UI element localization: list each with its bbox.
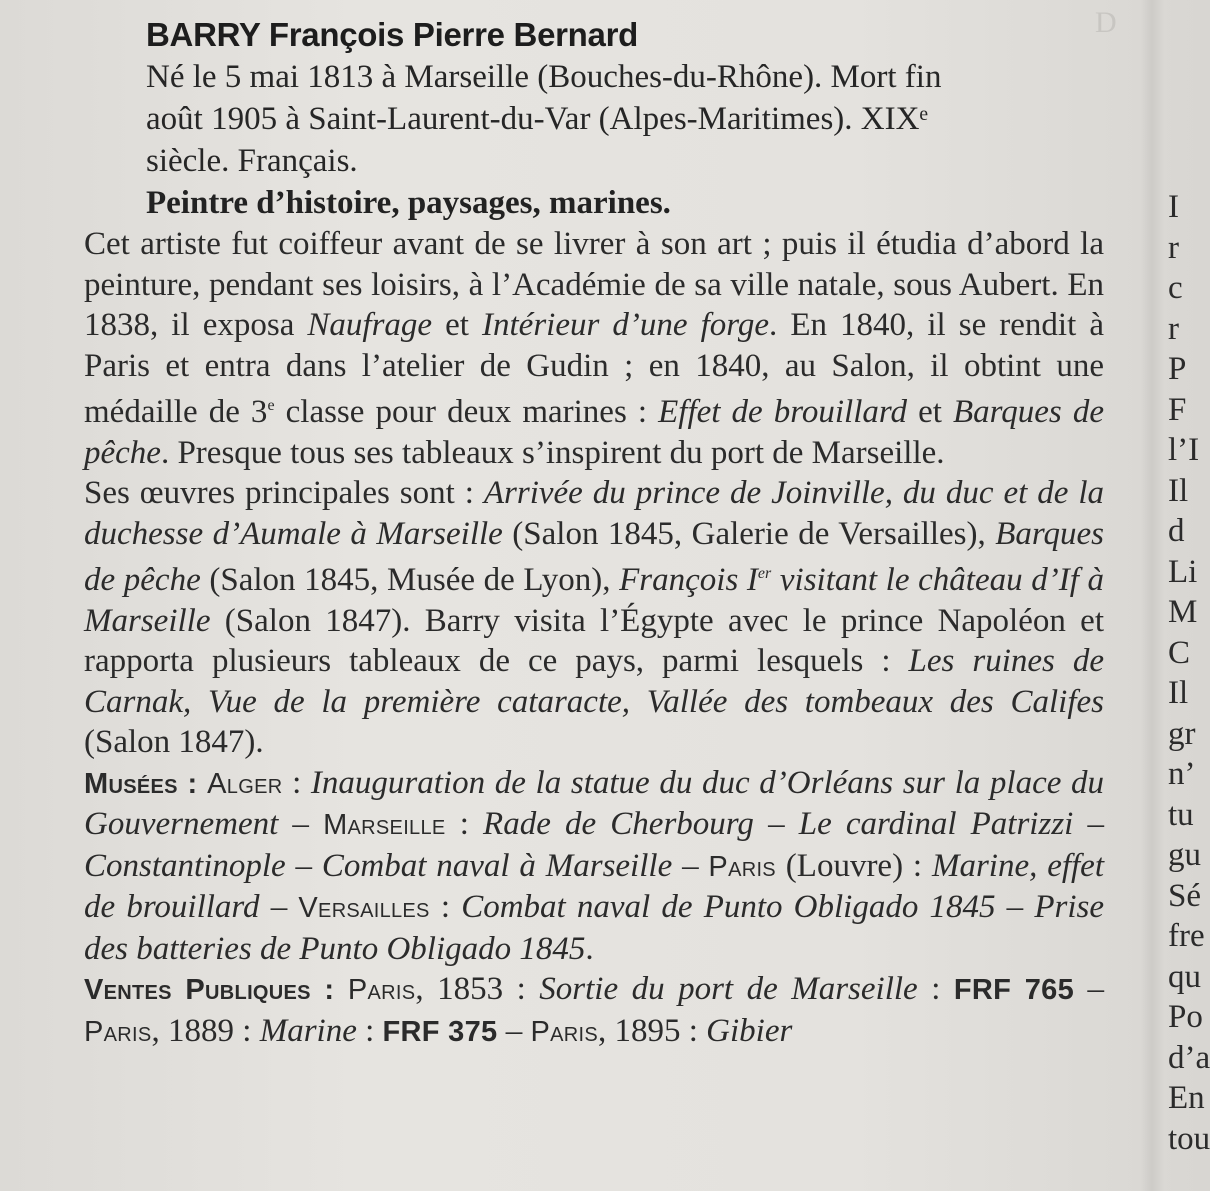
fragment: r — [1168, 229, 1179, 266]
work-title: Les ruines de Carnak, Vue de la première cataracte, Vallée des tombeaux des Califes — [84, 643, 1105, 720]
work-title: Effet de brouillard — [658, 394, 907, 430]
biography-paragraph: Cet artiste fut coiffeur avant de se livrer à son art ; puis il étudia d’abord la peinture, pendant ses loisirs, à l’Académie de sa ville natale, sous Aubert. En 1838, il exposa Naufrage et Intérieur d’une forge. En 1840, il se rendit à Paris et entra dans l’atelier de Gudin ; en 1840, au Salon, il obtint une médaille de 3e classe pour deux marines : Effet de brouillard et Barques de pêche. Presque tous ses tableaux s’inspirent du port de Marseille. — [84, 226, 1104, 471]
works-paragraph: Ses œuvres principales sont : Arrivée du prince de Joinville, du duc et de la duchesse d’Aumale à Marseille (Salon 1845, Galerie de Versailles), Barques de pêche (Salon 1845, Musée de Lyon), François Ier visitant le château d’If à Marseille (Salon 1847). Barry visita l’Égypte avec le prince Napoléon et rapporta plusieurs tableaux de ce pays, parmi lesquels : Les ruines de Carnak, Vue de la première cataracte, Vallée des tombeaux des Califes (Salon 1847). — [84, 475, 1105, 760]
fragment: P — [1168, 351, 1187, 387]
sale-price: FRF 375 — [382, 1015, 498, 1048]
bio-line: août 1905 à Saint-Laurent-du-Var (Alpes-Maritimes). XIXᵉ — [146, 101, 928, 137]
fragment: I — [1168, 189, 1179, 225]
fragment: En — [1168, 1080, 1205, 1116]
work-title: Intérieur d’une forge — [482, 307, 770, 343]
bio-line: Né le 5 mai 1813 à Marseille (Bouches-du-Rhône). Mort fin — [146, 59, 942, 95]
fragment: C — [1168, 634, 1191, 671]
fragment: gr — [1168, 715, 1196, 752]
fragment: Il — [1168, 675, 1189, 711]
sale-price: FRF 765 — [953, 974, 1075, 1006]
fragment: Li — [1168, 553, 1198, 590]
work-title: Arrivée du prince de Joinville, du duc et de la duchesse d’Aumale à Marseille — [84, 475, 1104, 552]
fragment: gu — [1168, 837, 1201, 873]
work-title: Naufrage — [307, 307, 433, 343]
fragment: d — [1168, 513, 1185, 549]
work-title: Barques de pêche — [84, 394, 1104, 471]
public-sales-section: Ventes Publiques : Paris, 1853 : Sortie du port de Marseille : FRF 765 – Paris, 1889 : Marine : FRF 375 – Paris, 1895 : Gibier — [84, 971, 1105, 1049]
fragment: tu — [1168, 796, 1194, 833]
sales-label: Ventes Publiques : — [84, 974, 335, 1006]
museums-section: Musées : Alger : Inauguration de la statue du duc d’Orléans sur la place du Gouvernement – Marseille : Rade de Cherbourg – Le cardinal Patrizzi – Constantinople – Combat naval à Marseille – Paris (Louvre) : Marine, effet de brouillard – Versailles : Combat naval de Punto Obligado 1845 – Prise des batteries de Punto Obligado 1845. — [84, 764, 1105, 967]
fragment: tou — [1168, 1120, 1210, 1157]
entry-biography — [146, 56, 1104, 182]
fragment: d’a — [1168, 1039, 1210, 1076]
fragment: F — [1168, 391, 1187, 428]
entry-specialty: Peintre d’histoire, paysages, marines. — [146, 185, 671, 221]
fragment: c — [1168, 270, 1183, 306]
fragment: Il — [1168, 472, 1189, 509]
work-title: Barques de pêche — [84, 515, 1104, 598]
fragment: fre — [1168, 918, 1205, 954]
fragment: r — [1168, 310, 1179, 347]
fragment: n’ — [1168, 756, 1196, 792]
fragment: Sé — [1168, 877, 1201, 914]
bio-line: siècle. Français. — [146, 143, 358, 179]
fragment: M — [1168, 594, 1198, 630]
dictionary-entry — [84, 14, 1104, 1052]
fragment: Po — [1168, 999, 1203, 1035]
top-right-fragment: D — [1095, 6, 1117, 39]
fragment: qu — [1168, 958, 1201, 995]
next-column-fragments — [1168, 187, 1208, 1159]
fragment: l’I — [1168, 432, 1200, 468]
work-title: François Ier visitant le château d’If à Marseille — [84, 562, 1104, 639]
page-gutter — [1140, 0, 1164, 1191]
entry-name: BARRY François Pierre Bernard — [146, 16, 638, 53]
museums-label: Musées : — [84, 767, 198, 800]
